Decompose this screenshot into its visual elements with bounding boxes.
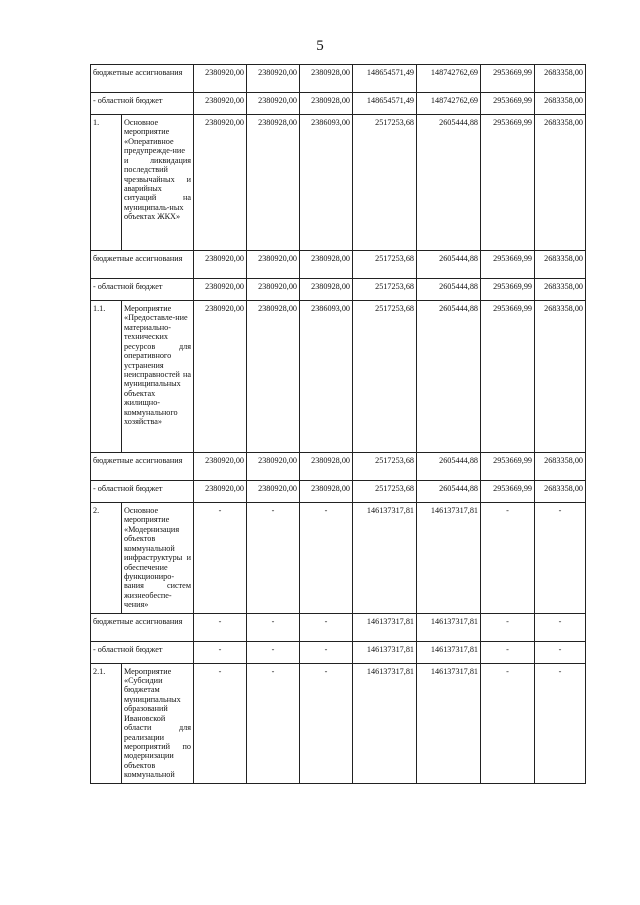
value-cell: 2380928,00 — [300, 251, 353, 279]
value-cell: 2380920,00 — [194, 115, 247, 251]
value-cell: - — [481, 503, 535, 614]
item-row — [91, 301, 586, 453]
value-cell: 2380928,00 — [300, 279, 353, 301]
value-cell: 2683358,00 — [535, 115, 586, 251]
value-cell: 2380920,00 — [194, 481, 247, 503]
value-cell: 2380928,00 — [247, 301, 300, 453]
value-cell: 2953669,99 — [481, 115, 535, 251]
budget-table — [90, 64, 586, 784]
value-cell: 2605444,88 — [417, 453, 481, 481]
value-cell: 2380920,00 — [247, 251, 300, 279]
value-cell: 2386093,00 — [300, 301, 353, 453]
value-cell: 2380928,00 — [300, 481, 353, 503]
item-index: 1.1. — [91, 301, 122, 453]
value-cell: 2953669,99 — [481, 301, 535, 453]
funding-label: бюджетные ассигнования — [91, 251, 194, 279]
funding-row — [91, 279, 586, 301]
value-cell: 146137317,81 — [417, 503, 481, 614]
value-cell: 2605444,88 — [417, 481, 481, 503]
value-cell: 2380920,00 — [247, 453, 300, 481]
page-number: 5 — [316, 38, 324, 54]
value-cell: 148742762,69 — [417, 65, 481, 93]
value-cell: 2683358,00 — [535, 251, 586, 279]
value-cell: - — [247, 641, 300, 663]
value-cell: 2380920,00 — [247, 481, 300, 503]
value-cell: 148742762,69 — [417, 93, 481, 115]
funding-row — [91, 453, 586, 481]
item-row — [91, 663, 586, 783]
funding-label: бюджетные ассигнования — [91, 613, 194, 641]
value-cell: 146137317,81 — [417, 663, 481, 783]
value-cell: - — [194, 641, 247, 663]
value-cell: - — [535, 503, 586, 614]
value-cell: 2380920,00 — [194, 301, 247, 453]
value-cell: - — [194, 613, 247, 641]
value-cell: 2683358,00 — [535, 481, 586, 503]
value-cell: 2683358,00 — [535, 279, 586, 301]
value-cell: 2380920,00 — [247, 279, 300, 301]
value-cell: 2953669,99 — [481, 481, 535, 503]
value-cell: - — [300, 663, 353, 783]
value-cell: 2605444,88 — [417, 301, 481, 453]
value-cell: - — [247, 503, 300, 614]
value-cell: - — [481, 613, 535, 641]
table-body — [91, 65, 586, 784]
value-cell: 2517253,68 — [353, 115, 417, 251]
value-cell: - — [247, 613, 300, 641]
value-cell: 2380928,00 — [300, 65, 353, 93]
value-cell: - — [300, 503, 353, 614]
value-cell: 146137317,81 — [353, 641, 417, 663]
funding-row — [91, 65, 586, 93]
item-index: 1. — [91, 115, 122, 251]
value-cell: 2517253,68 — [353, 481, 417, 503]
value-cell: 2380928,00 — [247, 115, 300, 251]
value-cell: 2380928,00 — [300, 453, 353, 481]
value-cell: 2683358,00 — [535, 453, 586, 481]
value-cell: 2517253,68 — [353, 251, 417, 279]
item-description: Основное мероприятие «Модернизация объектов коммунальной инфраструктуры и обеспечение функциониро-вания систем жизнеобеспе-чения» — [122, 503, 194, 614]
value-cell: 146137317,81 — [417, 613, 481, 641]
value-cell: 2380920,00 — [247, 65, 300, 93]
value-cell: - — [194, 663, 247, 783]
value-cell: 2953669,99 — [481, 65, 535, 93]
value-cell: 2605444,88 — [417, 251, 481, 279]
value-cell: 2380920,00 — [194, 453, 247, 481]
funding-row — [91, 481, 586, 503]
funding-label: - областной бюджет — [91, 279, 194, 301]
value-cell: - — [481, 641, 535, 663]
value-cell: 146137317,81 — [353, 613, 417, 641]
value-cell: 2517253,68 — [353, 279, 417, 301]
value-cell: - — [481, 663, 535, 783]
value-cell: 2953669,99 — [481, 251, 535, 279]
value-cell: 148654571,49 — [353, 93, 417, 115]
value-cell: 148654571,49 — [353, 65, 417, 93]
funding-label: бюджетные ассигнования — [91, 453, 194, 481]
value-cell: 2953669,99 — [481, 453, 535, 481]
funding-label: - областной бюджет — [91, 481, 194, 503]
value-cell: - — [300, 613, 353, 641]
value-cell: 2380928,00 — [300, 93, 353, 115]
value-cell: 2605444,88 — [417, 115, 481, 251]
value-cell: 146137317,81 — [353, 503, 417, 614]
funding-row — [91, 93, 586, 115]
value-cell: 2683358,00 — [535, 93, 586, 115]
value-cell: - — [300, 641, 353, 663]
item-row — [91, 503, 586, 614]
value-cell: 2380920,00 — [247, 93, 300, 115]
value-cell: 2605444,88 — [417, 279, 481, 301]
value-cell: 2386093,00 — [300, 115, 353, 251]
funding-row — [91, 641, 586, 663]
value-cell: 2380920,00 — [194, 93, 247, 115]
value-cell: 2380920,00 — [194, 279, 247, 301]
item-row — [91, 115, 586, 251]
value-cell: 2380920,00 — [194, 251, 247, 279]
value-cell: 2380920,00 — [194, 65, 247, 93]
item-description: Основное мероприятие «Оперативное предупрежде-ние и ликвидация последствий чрезвычайных и аварийных ситуаций на муниципаль-ных объектах ЖКХ» — [122, 115, 194, 251]
funding-label: - областной бюджет — [91, 93, 194, 115]
value-cell: - — [535, 663, 586, 783]
value-cell: 2683358,00 — [535, 301, 586, 453]
item-description: Мероприятие «Предоставле-ние материально-технических ресурсов для оперативного устранения неисправностей на муниципальных объектах жилищно-коммунального хозяйства» — [122, 301, 194, 453]
funding-label: - областной бюджет — [91, 641, 194, 663]
value-cell: - — [194, 503, 247, 614]
value-cell: - — [247, 663, 300, 783]
funding-row — [91, 613, 586, 641]
value-cell: 2517253,68 — [353, 453, 417, 481]
item-index: 2.1. — [91, 663, 122, 783]
value-cell: 2953669,99 — [481, 93, 535, 115]
value-cell: - — [535, 613, 586, 641]
value-cell: 2683358,00 — [535, 65, 586, 93]
item-index: 2. — [91, 503, 122, 614]
item-description: Мероприятие «Субсидии бюджетам муниципальных образований Ивановской области для реализации мероприятий по модернизации объектов коммунальной — [122, 663, 194, 783]
value-cell: - — [535, 641, 586, 663]
value-cell: 146137317,81 — [353, 663, 417, 783]
funding-label: бюджетные ассигнования — [91, 65, 194, 93]
value-cell: 2953669,99 — [481, 279, 535, 301]
value-cell: 146137317,81 — [417, 641, 481, 663]
funding-row — [91, 251, 586, 279]
value-cell: 2517253,68 — [353, 301, 417, 453]
